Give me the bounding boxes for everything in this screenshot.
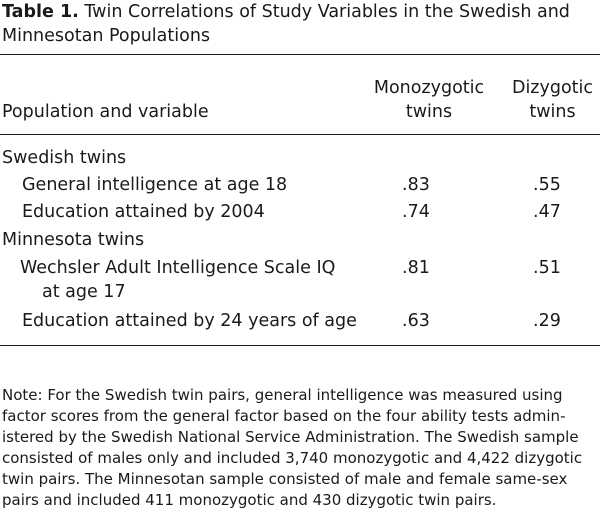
header-dz-line2: twins: [529, 102, 576, 122]
caption-text-line2: Minnesotan Populations: [2, 26, 211, 46]
row-variable-line2: at age 17: [42, 282, 126, 302]
row-dz-value: .47: [533, 202, 561, 222]
note-line: factor scores from the general factor based on the four ability tests admin-: [2, 407, 566, 425]
row-mz-value: .63: [402, 311, 430, 331]
bottom-rule: [0, 345, 600, 346]
row-variable: [20, 256, 380, 304]
header-mz-line1: Monozygotic: [373, 78, 485, 98]
group-name: Swedish twins: [2, 148, 127, 168]
note-line: twin pairs. The Minnesotan sample consisted of male and female same-sex: [2, 470, 568, 488]
row-variable: Education attained by 2004: [22, 202, 265, 222]
row-dz-value: .51: [533, 258, 561, 278]
row-dz-value: .29: [533, 311, 561, 331]
header-dz-line1: Dizygotic: [511, 78, 594, 98]
note-line: Note: For the Swedish twin pairs, general intelligence was measured using: [2, 386, 563, 404]
note-line: consisted of males only and included 3,740 monozygotic and 4,422 dizygotic: [2, 449, 583, 467]
header-dizygotic: [505, 76, 600, 124]
header-rule: [0, 134, 600, 135]
row-variable: Education attained by 24 years of age: [22, 311, 357, 331]
row-mz-value: .74: [402, 202, 430, 222]
row-mz-value: .81: [402, 258, 430, 278]
row-variable: General intelligence at age 18: [22, 175, 288, 195]
note-line: pairs and included 411 monozygotic and 430 dizygotic twin pairs.: [2, 491, 497, 509]
row-mz-value: .83: [402, 175, 430, 195]
header-variable: Population and variable: [2, 102, 209, 122]
header-mz-line2: twins: [405, 102, 453, 122]
row-dz-value: .55: [533, 175, 561, 195]
top-rule: [0, 54, 600, 55]
note-line: istered by the Swedish National Service Administration. The Swedish sample: [2, 428, 579, 446]
table-note: [2, 385, 598, 511]
table-label: Table 1.: [2, 2, 79, 22]
row-variable-line1: Wechsler Adult Intelligence Scale IQ: [20, 258, 336, 278]
header-monozygotic: [362, 76, 496, 124]
caption-text-line1: Twin Correlations of Study Variables in the Swedish and: [84, 2, 570, 22]
table-caption: [2, 0, 592, 48]
group-name: Minnesota twins: [2, 230, 145, 250]
